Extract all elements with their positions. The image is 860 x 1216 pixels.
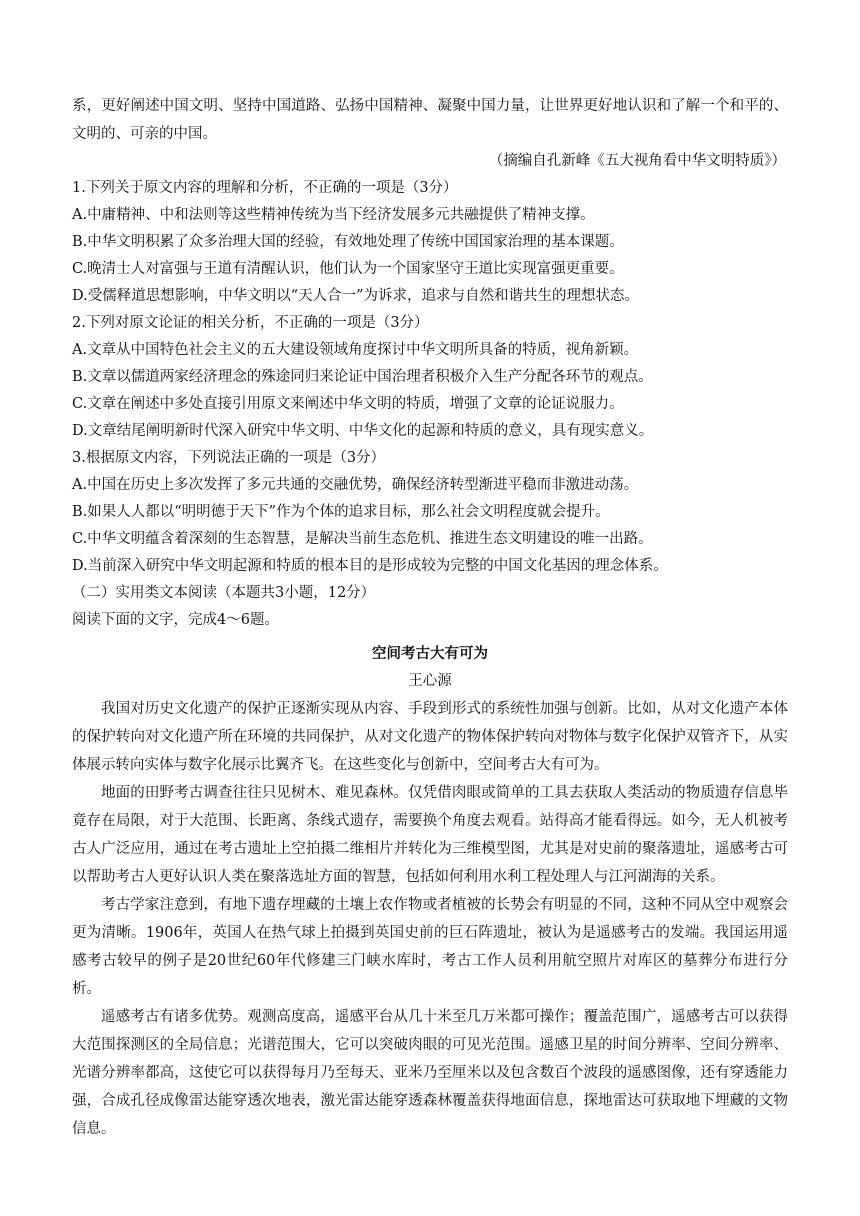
question-stem: 2.下列对原文论证的相关分析，不正确的一项是（3分）: [72, 315, 429, 331]
article-paragraph: 考古学家注意到，有地下遗存埋藏的土壤上农作物或者植被的长势会有明显的不同，这种不同从空中观察会更为清晰。1906年，英国人在热气球上拍摄到英国史前的巨石阵遗址，被认为是遥感考古的发端。我国运用遥感考古较早的例子是20世纪60年代修建三门峡水库时，考古工作人员利用航空照片对库区的墓葬分布进行分析。: [72, 897, 788, 997]
article: [72, 640, 788, 1143]
option-c: C.晚清士人对富强与王道有清醒认识，他们认为一个国家坚守王道比实现富强更重要。: [72, 261, 624, 277]
question-stem: 3.根据原文内容，下列说法正确的一项是（3分）: [72, 450, 386, 466]
intro-continued-text: 系，更好阐述中国文明、坚持中国道路、弘扬中国精神、凝聚中国力量，让世界更好地认识和了解一个和平的、文明的、可亲的中国。: [72, 98, 788, 142]
article-title: 空间考古大有可为: [372, 645, 488, 662]
question-stem: 1.下列关于原文内容的理解和分析，不正确的一项是（3分）: [72, 180, 458, 196]
option-d: D.文章结尾阐明新时代深入研究中华文明、中华文化的起源和特质的意义，具有现实意义。: [72, 423, 654, 439]
article-paragraph: 我国对历史文化遗产的保护正逐渐实现从内容、手段到形式的系统性加强与创新。比如，从对文化遗产本体的保护转向对文化遗产所在环境的共同保护，从对文化遗产的物体保护转向对物体与数字化保护双管齐下，从实体展示转向实体与数字化展示比翼齐飞。在这些变化与创新中，空间考古大有可为。: [72, 701, 788, 773]
option-a: A.中庸精神、中和法则等这些精神传统为当下经济发展多元共融提供了精神支撑。: [72, 207, 595, 223]
reading-instruction: 阅读下面的文字，完成4～6题。: [72, 612, 279, 628]
article-paragraph: 遥感考古有诸多优势。观测高度高，遥感平台从几十米至几万米都可操作；覆盖范围广，遥感考古可以获得大范围探测区的全局信息；光谱范围大，它可以突破肉眼的可见光范围。遥感卫星的时间分辨率、空间分辨率、光谱分辨率都高，这使它可以获得每月乃至每天、亚米乃至厘米以及包含数百个波段的遥感图像，还有穿透能力强，合成孔径成像雷达能穿透次地表，激光雷达能穿透森林覆盖获得地面信息，探地雷达可获取地下埋藏的文物信息。: [72, 1009, 788, 1137]
option-a: A.文章从中国特色社会主义的五大建设领域角度探讨中华文明所具备的特质，视角新颖。: [72, 342, 639, 358]
option-b: B.中华文明积累了众多治理大国的经验，有效地处理了传统中国国家治理的基本课题。: [72, 234, 624, 250]
article-paragraph: 地面的田野考古调查往往只见树木、难见森林。仅凭借肉眼或简单的工具去获取人类活动的物质遗存信息毕竟存在局限，对于大范围、长距离、条线式遗存，需要换个角度去观看。站得高才能看得远。如今，无人机被考古人广泛应用，通过在考古遗址上空拍摄二维相片并转化为三维模型图，尤其是对史前的聚落遗址，遥感考古可以帮助考古人更好认识人类在聚落选址方面的智慧，包括如何利用水利工程处理人与江河湖海的关系。: [72, 785, 788, 885]
option-d: D.受儒释道思想影响，中华文明以“天人合一”为诉求，追求与自然和谐共生的理想状态。: [72, 288, 640, 304]
question-2: [72, 310, 788, 445]
question-1: [72, 175, 788, 310]
option-b: B.文章以儒道两家经济理念的殊途同归来论证中国治理者积极介入生产分配各环节的观点。: [72, 369, 653, 385]
article-author: 王心源: [408, 673, 452, 689]
option-c: C.文章在阐述中多处直接引用原文来阐述中华文明的特质，增强了文章的论证说服力。: [72, 396, 624, 412]
option-a: A.中国在历史上多次发挥了多元共通的交融优势，确保经济转型渐进平稳而非激进动荡。: [72, 477, 639, 493]
option-d: D.当前深入研究中华文明起源和特质的根本目的是形成较为完整的中国文化基因的理念体系。: [72, 558, 668, 574]
question-3: [72, 445, 788, 580]
section-heading: （二）实用类文本阅读（本题共3小题，12分）: [72, 585, 376, 601]
source-citation: （摘编自孔新峰《五大视角看中华文明特质》）: [488, 153, 786, 169]
option-b: B.如果人人都以“明明德于天下”作为个体的追求目标，那么社会文明程度就会提升。: [72, 504, 610, 520]
option-c: C.中华文明蕴含着深刻的生态智慧，是解决当前生态危机、推进生态文明建设的唯一出路。: [72, 531, 653, 547]
